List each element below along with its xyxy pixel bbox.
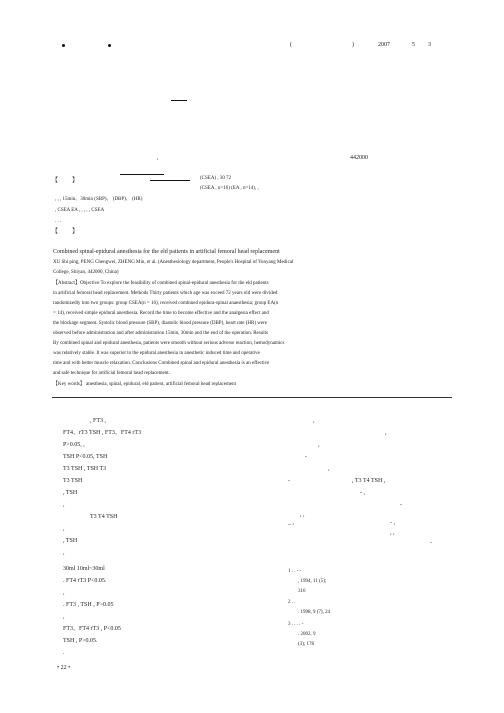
en-abstract-line-2: in artificial femoral head replacement. Methods Thirty patients which age was exceed 72 years old were divided <box>53 291 278 296</box>
redacted-bar-2 <box>150 180 190 181</box>
body-right-frag-11: - , <box>390 520 395 526</box>
redacted-bar-1 <box>120 174 164 175</box>
header-bullet-left <box>62 44 65 47</box>
body-right-frag-7: , T3 T4 TSH , <box>352 478 386 484</box>
journal-paren-open: ( <box>290 42 292 48</box>
en-abstract-line-1: 【Abstract】Objective To explore the feasibility of combined spinal-epidural anesthesia for the eld patients <box>53 281 269 286</box>
body-left-line-12: , <box>63 550 65 556</box>
en-affiliation: College, Shiyan, 442000, China) <box>53 270 119 275</box>
cn-keywords-bracket-close: 】 <box>72 229 79 235</box>
body-left-line-9: T3 T4 TSH <box>90 514 118 520</box>
affiliation-comma: , <box>157 155 159 161</box>
reference-2-source: . 1998, 9 (7), 24 <box>298 610 331 615</box>
postcode: 442000 <box>350 155 368 161</box>
body-right-frag-4: - <box>305 454 307 460</box>
en-abstract-line-6: observed before administration and after administration 15min, 30min and the end of the operation. Results <box>53 331 268 336</box>
en-abstract-line-9: time and with better muscle relaxation. Conclusions Combined spinal and epidural anesthesia is an effective <box>53 361 270 366</box>
body-left-line-17: , <box>63 614 65 620</box>
body-left-line-1: , FT3 , <box>90 418 107 424</box>
reference-3-source: . 2002, 9 <box>298 632 316 637</box>
cn-abstract-line-3: , , , 15min、30min (SBP)、 (DBP)、 (HR) <box>55 197 143 202</box>
title-underline <box>171 100 187 101</box>
body-left-line-16: . FT3 , TSH , P>0.05 <box>63 602 114 608</box>
section-divider <box>52 397 452 398</box>
en-abstract-line-8: was relatively stable. It was superior to the epidural anesthesia in anesthetic induced time and operative <box>53 351 260 356</box>
body-left-line-8: , <box>63 502 65 508</box>
body-right-frag-5: , <box>328 466 330 472</box>
body-right-frag-2: , <box>385 430 387 436</box>
journal-year: 2007 <box>378 42 390 48</box>
body-left-line-18: FT3、FT4 rT3 , P<0.05 <box>63 626 121 632</box>
reference-1-source: , 1994, 11 (5); <box>298 579 327 584</box>
body-left-line-15: , <box>63 590 65 596</box>
en-abstract-line-3: randomizedly into two groups: group CSEA(n = 16), received combined epidura-spinal anaesthesia; group EA(n <box>53 301 279 306</box>
cn-abstract-bracket-close: 】 <box>72 178 79 184</box>
body-left-line-3: P>0.05, , <box>63 442 85 448</box>
body-left-line-14: . FT4 rT3 P<0.05. <box>63 578 107 584</box>
body-right-frag-13: - <box>430 540 432 546</box>
body-left-line-5: T3 TSH , TSH T3 <box>63 466 107 472</box>
journal-issue: 3 <box>428 42 431 48</box>
en-keywords: 【Key words】 anesthesia, spinal, epidural, eld patient, artificial femoral head replacement <box>53 382 236 387</box>
body-left-line-2: FT4、rT3 TSH , FT3、FT4 rT3 <box>63 430 142 436</box>
body-right-frag-6: - <box>288 478 290 484</box>
body-left-line-7: , TSH <box>63 490 78 496</box>
body-left-line-6: T3 TSH <box>63 478 83 484</box>
body-left-line-4: TSH P<0.05, TSH <box>63 454 108 460</box>
cn-abstract-bracket-open: 【 <box>52 178 59 184</box>
reference-1: 1 . . - - <box>288 569 302 574</box>
body-right-frag-9: - <box>400 502 402 508</box>
header-bullet-right <box>108 44 111 47</box>
body-right-frag-12: _ , <box>288 520 294 526</box>
en-abstract-line-10: and safe technique for artificial femoral head replacement. <box>53 371 170 376</box>
journal-volume: 5 <box>412 42 415 48</box>
body-left-line-10: , <box>63 526 65 532</box>
body-left-line-20: . <box>63 650 65 656</box>
cn-abstract-line-1: (CSEA) , 30 72 <box>200 176 232 181</box>
en-authors: XU Shi ping, PENG Chengwei, ZHENG Min, et al. (Anesthesiology department, People's Hospital of Yunyang Medical <box>53 260 294 265</box>
cn-abstract-line-2: (CSEA , n=16) (EA , n=14), , <box>200 186 259 191</box>
reference-3-page: (3); 178 <box>298 642 314 647</box>
reference-1-page: 316 <box>298 589 306 594</box>
body-left-line-19: TSH , P>0.05. <box>63 638 98 644</box>
en-abstract-line-4: = 14), received simple epidural anesthesia. Record the time to become effective and the analgesia effect and <box>53 311 269 316</box>
body-right-frag-3: , <box>318 442 320 448</box>
body-right-frag-14: , , <box>390 530 395 536</box>
cn-abstract-line-4: , CSEA EA , , , , , CSEA <box>55 208 105 213</box>
body-left-line-13: 30ml 10ml~30ml <box>63 566 105 572</box>
en-title: Combined spinal-epidural anesthesia for the eld patients in artificial femoral head replacement <box>53 249 280 255</box>
reference-3: 3 . . . . - <box>288 622 304 627</box>
cn-abstract-line-5: . . . <box>55 219 62 224</box>
journal-paren-close: ) <box>352 42 354 48</box>
en-abstract-line-5: the blockage segment. Systolic blood pressure (SBP), diastolic blood pressure (DBP), heart rate (HR) were <box>53 321 267 326</box>
cn-keywords-bracket-open: 【 <box>52 229 59 235</box>
body-right-frag-8: - , <box>360 490 365 496</box>
body-left-line-11: , TSH <box>63 538 78 544</box>
body-right-frag-10: , , <box>300 512 305 518</box>
reference-2: 2 . . <box>288 600 296 605</box>
page-number: • 22 • <box>57 665 71 671</box>
en-abstract-line-7: By combined spinal and epidural anesthesia, patients were smooth without serious adverse reaction, hemodynamics <box>53 341 285 346</box>
body-right-frag-1: , <box>313 418 315 424</box>
